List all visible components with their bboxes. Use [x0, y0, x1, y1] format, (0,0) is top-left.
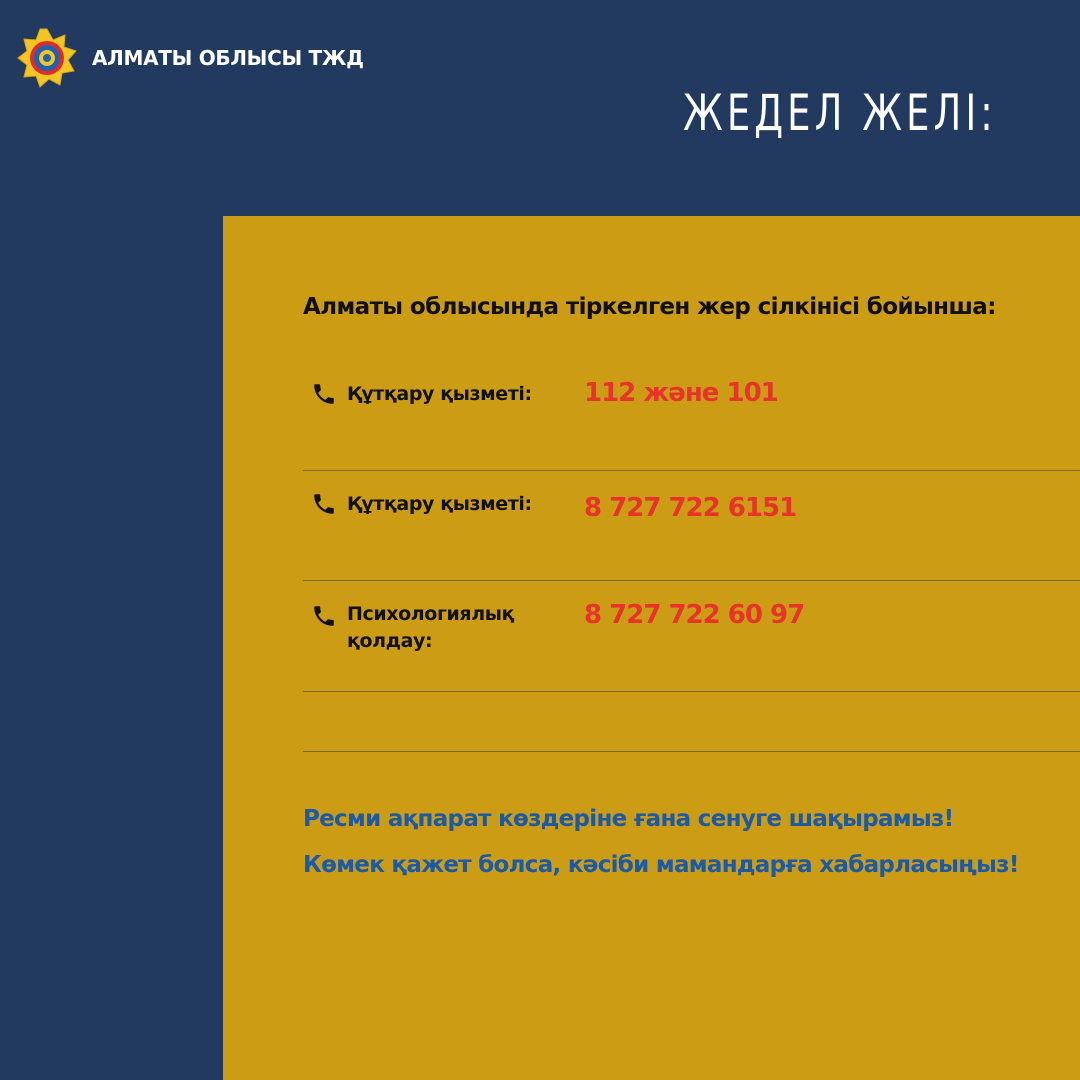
page-title: ЖЕДЕЛ ЖЕЛІ: — [683, 84, 997, 142]
cta-text: Ресми ақпарат көздеріне ғана сенуге шақырамыз! — [303, 806, 954, 832]
hotline-number[interactable]: 8 727 722 6151 — [584, 493, 797, 523]
divider — [303, 580, 1080, 581]
phone-icon — [311, 603, 337, 629]
hotline-label: Психологиялық қолдау: — [347, 603, 514, 652]
cta-text: Көмек қажет болса, кәсіби мамандарға хабарласыңыз! — [303, 852, 1019, 878]
hotline-label: Құтқару қызметі: — [347, 493, 532, 515]
org-name: АЛМАТЫ ОБЛЫСЫ ТЖД — [92, 46, 364, 70]
hotline-label: Құтқару қызметі: — [347, 383, 532, 405]
divider — [303, 470, 1080, 471]
intro-text: Алматы облысында тіркелген жер сілкінісі бойынша: — [303, 294, 996, 320]
emergency-emblem-icon — [17, 28, 77, 88]
divider — [303, 691, 1080, 692]
phone-icon — [311, 381, 337, 407]
hotline-number[interactable]: 112 және 101 — [584, 378, 778, 408]
divider — [303, 751, 1080, 752]
hotline-panel — [223, 216, 1080, 1080]
phone-icon — [311, 491, 337, 517]
hotline-number[interactable]: 8 727 722 60 97 — [584, 600, 805, 630]
